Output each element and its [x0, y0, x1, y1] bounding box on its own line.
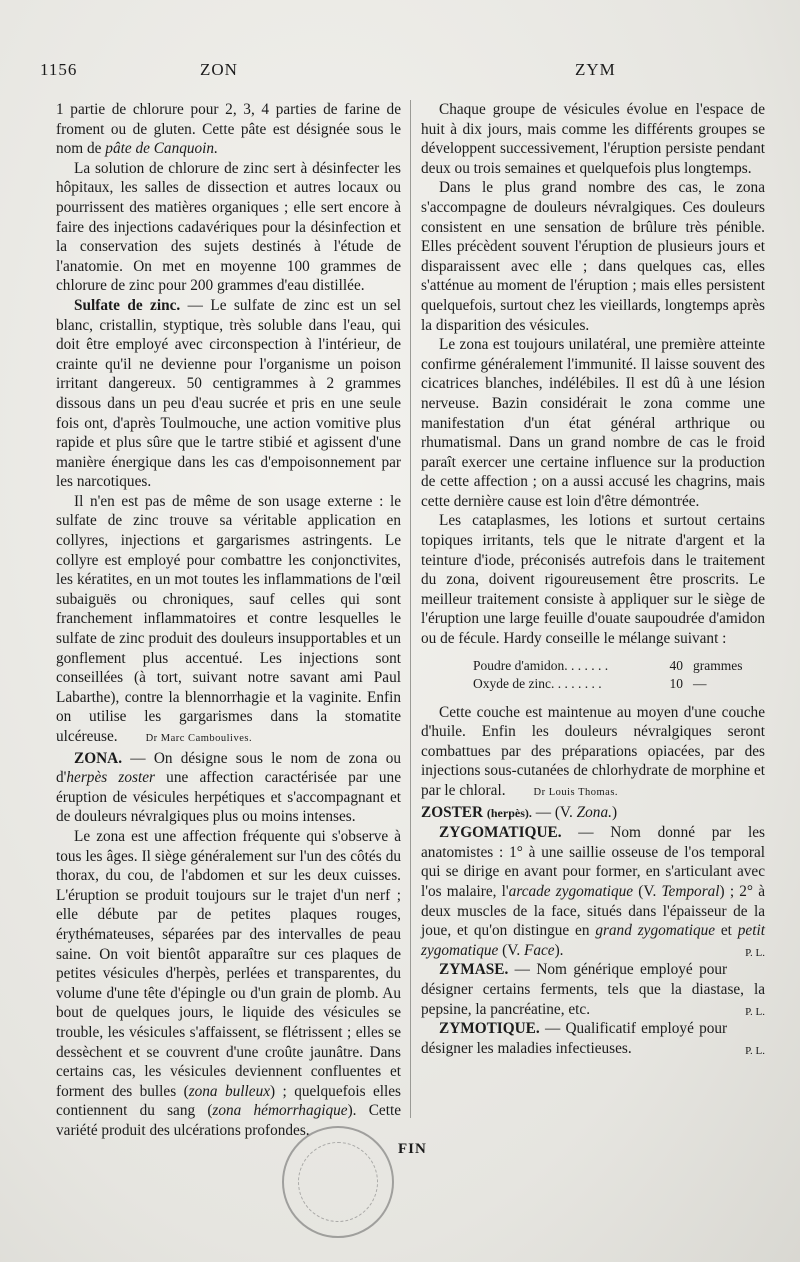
paragraph: Le zona est une affection fréquente qui s'observe à tous les âges. Il siège généralement sur l'un des côtés du thorax, du cou, de l'abdomen et sur les deux cuisses. L'éruption se produit toujours sur le trajet d'un nerf ; elle débute par de petites plaques rouges, érythémateuses, séparées par des intervalles de peau saine. On voit bientôt apparaître sur ces plaques de petites vésicules d'herpès, perlées et transparentes, du volume d'une tête d'épingle ou d'un grain de plomb. Au bout de quelques jours, le liquide des vésicules se trouble, les vésicules s'affaissent, se flétrissent ; elles se dessèchent et se couvrent d'une croûte jaunâtre. Dans certains cas, les vésicules deviennent confluentes et forment des bulles (zona bulleux) ; quelquefois elles contiennent du sang (zona hémorrhagique). Cette variété produit des ulcérations profondes.	[56, 827, 402, 1139]
paragraph: Le zona est toujours unilatéral, une première atteinte confirme généralement l'immunité. Il laisse souvent des cicatrices blanches, indélébiles. Il est dû à une lésion nerveuse. Bazin considérait le zona comme une manifestation d'un état général arthrique ou rhumatismal. Dans un grand nombre de cas le froid paraît exercer une certaine influence sur la production de cette affection ; on a aussi accusé les chagrins, mais cette dernière cause est loin d'être démontrée.	[421, 336, 765, 510]
author-signature: Dr Louis Thomas.	[533, 787, 619, 798]
paragraph: Dans le plus grand nombre des cas, le zona s'accompagne de douleurs névralgiques. Ces douleurs consistent en une sensation de brûlure très pénible. Elles précèdent souvent l'éruption de plusieurs jours et disparaissent avec elle ; dans quelques cas, elles s'atténue au moment de l'éruption ; mais elles persistent quelquefois, surtout chez les vieillards, longtemps après la disparition des vésicules.	[421, 179, 765, 334]
paragraph: Chaque groupe de vésicules évolue en l'espace de huit à dix jours, mais comme les différents groupes se développent successivement, l'éruption persiste pendant deux ou trois semaines et quelquefois plus longtemps.	[421, 101, 765, 177]
running-header	[40, 60, 760, 86]
paragraph: La solution de chlorure de zinc sert à désinfecter les hôpitaux, les salles de dissection et autres locaux ou pourrissent des matières organiques ; elle sert encore à faire des injections cadavériques pour la désinfection et la conservation des sujets destinés à l'étude de l'anatomie. On met en moyenne 100 grammes de chlorure de zinc pour 200 grammes d'eau distillée.	[56, 159, 401, 295]
right-column	[421, 100, 765, 1061]
entry-zoster: ZOSTER (herpès). — (V. Zona.)	[421, 803, 618, 821]
entry-heading: ZYMOTIQUE.	[439, 1020, 540, 1038]
entry-heading: ZOSTER	[421, 803, 484, 821]
entry-zona: ZONA. — On désigne sous le nom de zona ou d'herpès zoster une affection caractérisée par une éruption de vésicules herpétiques et s'accompagnant et de douleurs névralgiques plus ou moins intenses.	[56, 749, 401, 826]
paragraph: 1 partie de chlorure pour 2, 3, 4 parties de farine de froment ou de gluten. Cette pâte est désignée sous le nom de pâte de Canquoin.	[56, 101, 401, 158]
entry-heading: ZONA.	[74, 749, 123, 767]
subheading-sulfate: Sulfate de zinc.	[74, 296, 181, 314]
end-mark: FIN	[398, 1141, 427, 1157]
header-left-word: ZON	[200, 60, 238, 79]
left-column	[56, 100, 401, 1140]
library-stamp	[282, 1126, 394, 1238]
author-initials: P. L.	[745, 946, 765, 959]
recipe-row: Poudre d'amidon. . . . . . . 40 grammes	[473, 657, 743, 673]
paragraph: Les cataplasmes, les lotions et surtout certains topiques irritants, tels que le nitrate d'argent et la teinture d'iode, préconisés autrefois dans le traitement du zona, doivent rigoureusement être proscrits. Le meilleur traitement consiste à appliquer sur le siège de l'éruption une large feuille d'ouate saupoudrée d'amidon ou de fécule. Hardy conseille le mélange suivant :	[421, 512, 765, 648]
author-initials: P. L.	[745, 1005, 765, 1018]
entry-heading: ZYMASE.	[439, 961, 509, 979]
author-initials: P. L.	[745, 1044, 765, 1057]
column-divider	[410, 100, 411, 1118]
page-number: 1156	[40, 60, 78, 79]
author-signature: Dr Marc Camboulives.	[145, 733, 253, 744]
header-right-word: ZYM	[575, 60, 616, 79]
paragraph: Il n'en est pas de même de son usage externe : le sulfate de zinc trouve sa véritable application en collyres, injections et gargarismes astringents. Le collyre est employé pour combattre les conjonctivites, les kératites, en un mot toutes les inflammations de l'œil subaiguës ou chroniques, sauf celles qui sont franchement inflammatoires et contre lesquelles le sulfate de zinc produit des douleurs insupportables et un gonflement plus accentué. Les injections sont conseillées (à tort, suivant notre savant ami Paul Labarthe), contre la blennorrhagie et la vaginite. Enfin on utilise les gargarismes dans la stomatite ulcéreuse. Dr Marc Camboulives.	[56, 492, 401, 745]
paragraph: Sulfate de zinc. — Le sulfate de zinc est un sel blanc, cristallin, styptique, très soluble dans l'eau, qui doit être employé avec circonspection à l'intérieur, de crainte qu'il ne devienne pour l'organisme un poison irritant dangereux. 50 centigrammes à 2 grammes dissous dans un peu d'eau sucrée et pris en une seule fois ont, d'après Toulmouche, une action vomitive plus rapide et plus sûre que le tartre stibié et agissent d'une manière énergique dans les cas d'empoisonnement par les narcotiques.	[56, 296, 401, 491]
entry-zymotique: ZYMOTIQUE. — Qualificatif employé pour désigner les maladies infectieuses. P. L.	[421, 1019, 765, 1058]
recipe-row: Oxyde de zinc. . . . . . . . 10 —	[473, 675, 707, 691]
entry-zymase: ZYMASE. — Nom générique employé pour désigner certains ferments, tels que la diastase, la pepsine, la pancréatine, etc. P. L.	[421, 960, 765, 1019]
entry-heading: ZYGOMATIQUE.	[439, 824, 562, 842]
paragraph: Cette couche est maintenue au moyen d'une couche d'huile. Enfin les douleurs névralgiques seront combattues par des préparations opiacées, par des injections sous-cutanées de chlorhydrate de morphine et par le chloral. Dr Louis Thomas.	[421, 703, 765, 799]
entry-zygomatique: ZYGOMATIQUE. — Nom donné par les anatomistes : 1° à une saillie osseuse de l'os temporal qui se dirige en avant pour former, en s'articulant avec l'os malaire, l'arcade zygomatique (V. Temporal) ; 2° à deux muscles de la face, situés dans l'épaisseur de la joue, et qu'on distingue en grand zygomatique et petit zygomatique (V. Face). P. L.	[421, 823, 765, 960]
recipe-table	[473, 657, 765, 693]
